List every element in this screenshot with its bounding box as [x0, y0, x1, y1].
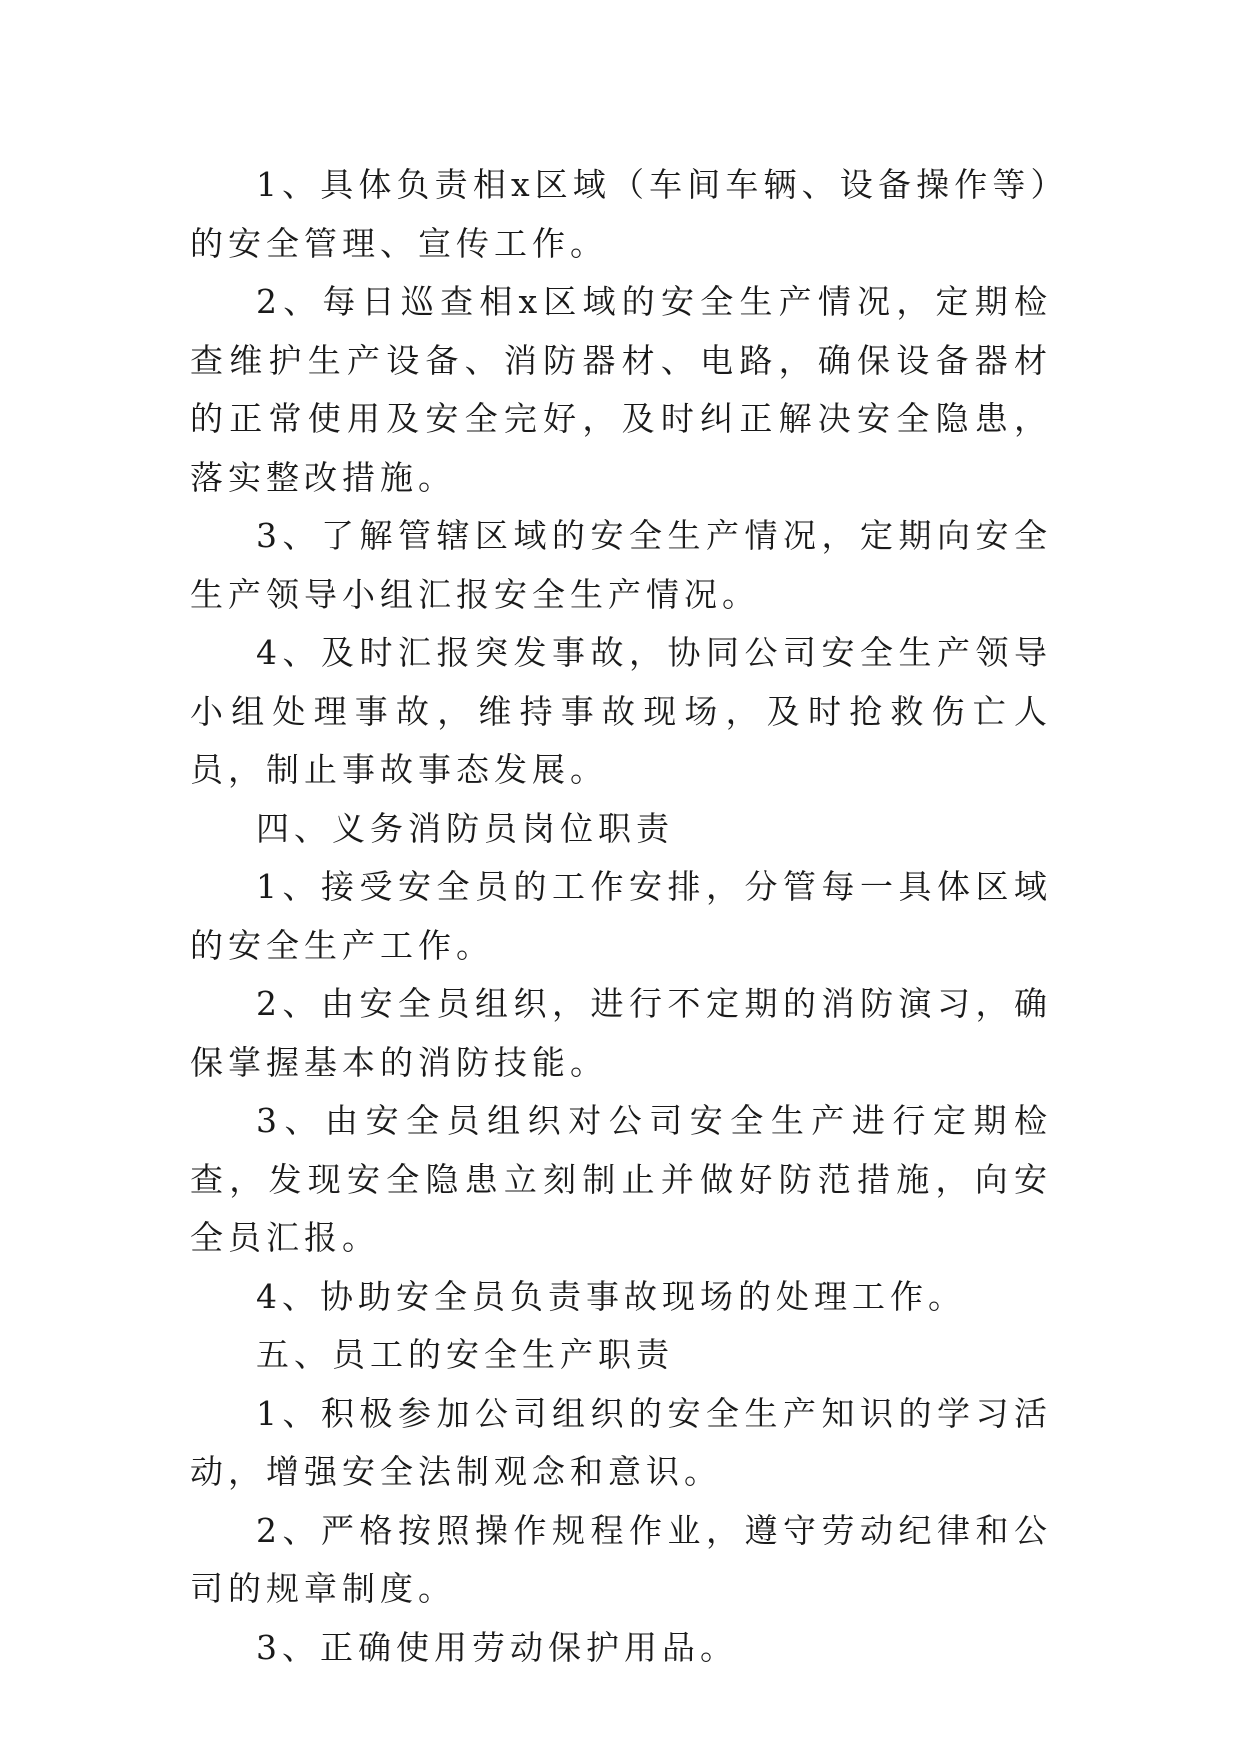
- paragraph: 2、严格按照操作规程作业，遵守劳动纪律和公司的规章制度。: [190, 1510, 1052, 1608]
- paragraph: 1、具体负责相x区域（车间车辆、设备操作等）的安全管理、宣传工作。: [190, 165, 1052, 263]
- paragraph: 1、积极参加公司组织的安全生产知识的学习活动，增强安全法制观念和意识。: [190, 1393, 1052, 1491]
- section-heading: 五、员工的安全生产职责: [256, 1335, 674, 1374]
- paragraph: 1、接受安全员的工作安排，分管每一具体区域的安全生产工作。: [190, 867, 1052, 965]
- paragraph: 2、每日巡查相x区域的安全生产情况，定期检查维护生产设备、消防器材、电路，确保设备器材的正常使用及安全完好，及时纠正解决安全隐患，落实整改措施。: [190, 282, 1052, 497]
- paragraph: 3、正确使用劳动保护用品。: [256, 1627, 738, 1667]
- paragraph: 3、了解管辖区域的安全生产情况，定期向安全生产领导小组汇报安全生产情况。: [190, 516, 1052, 614]
- paragraph: 4、及时汇报突发事故，协同公司安全生产领导小组处理事故，维持事故现场，及时抢救伤亡人员，制止事故事态发展。: [190, 633, 1052, 789]
- paragraph: 2、由安全员组织，进行不定期的消防演习，确保掌握基本的消防技能。: [190, 984, 1052, 1082]
- section-heading: 四、义务消防员岗位职责: [256, 808, 674, 848]
- paragraph: 3、由安全员组织对公司安全生产进行定期检查，发现安全隐患立刻制止并做好防范措施，向安全员汇报。: [190, 1101, 1052, 1257]
- document-body: [190, 156, 1052, 1677]
- paragraph: 4、协助安全员负责事故现场的处理工作。: [256, 1276, 966, 1316]
